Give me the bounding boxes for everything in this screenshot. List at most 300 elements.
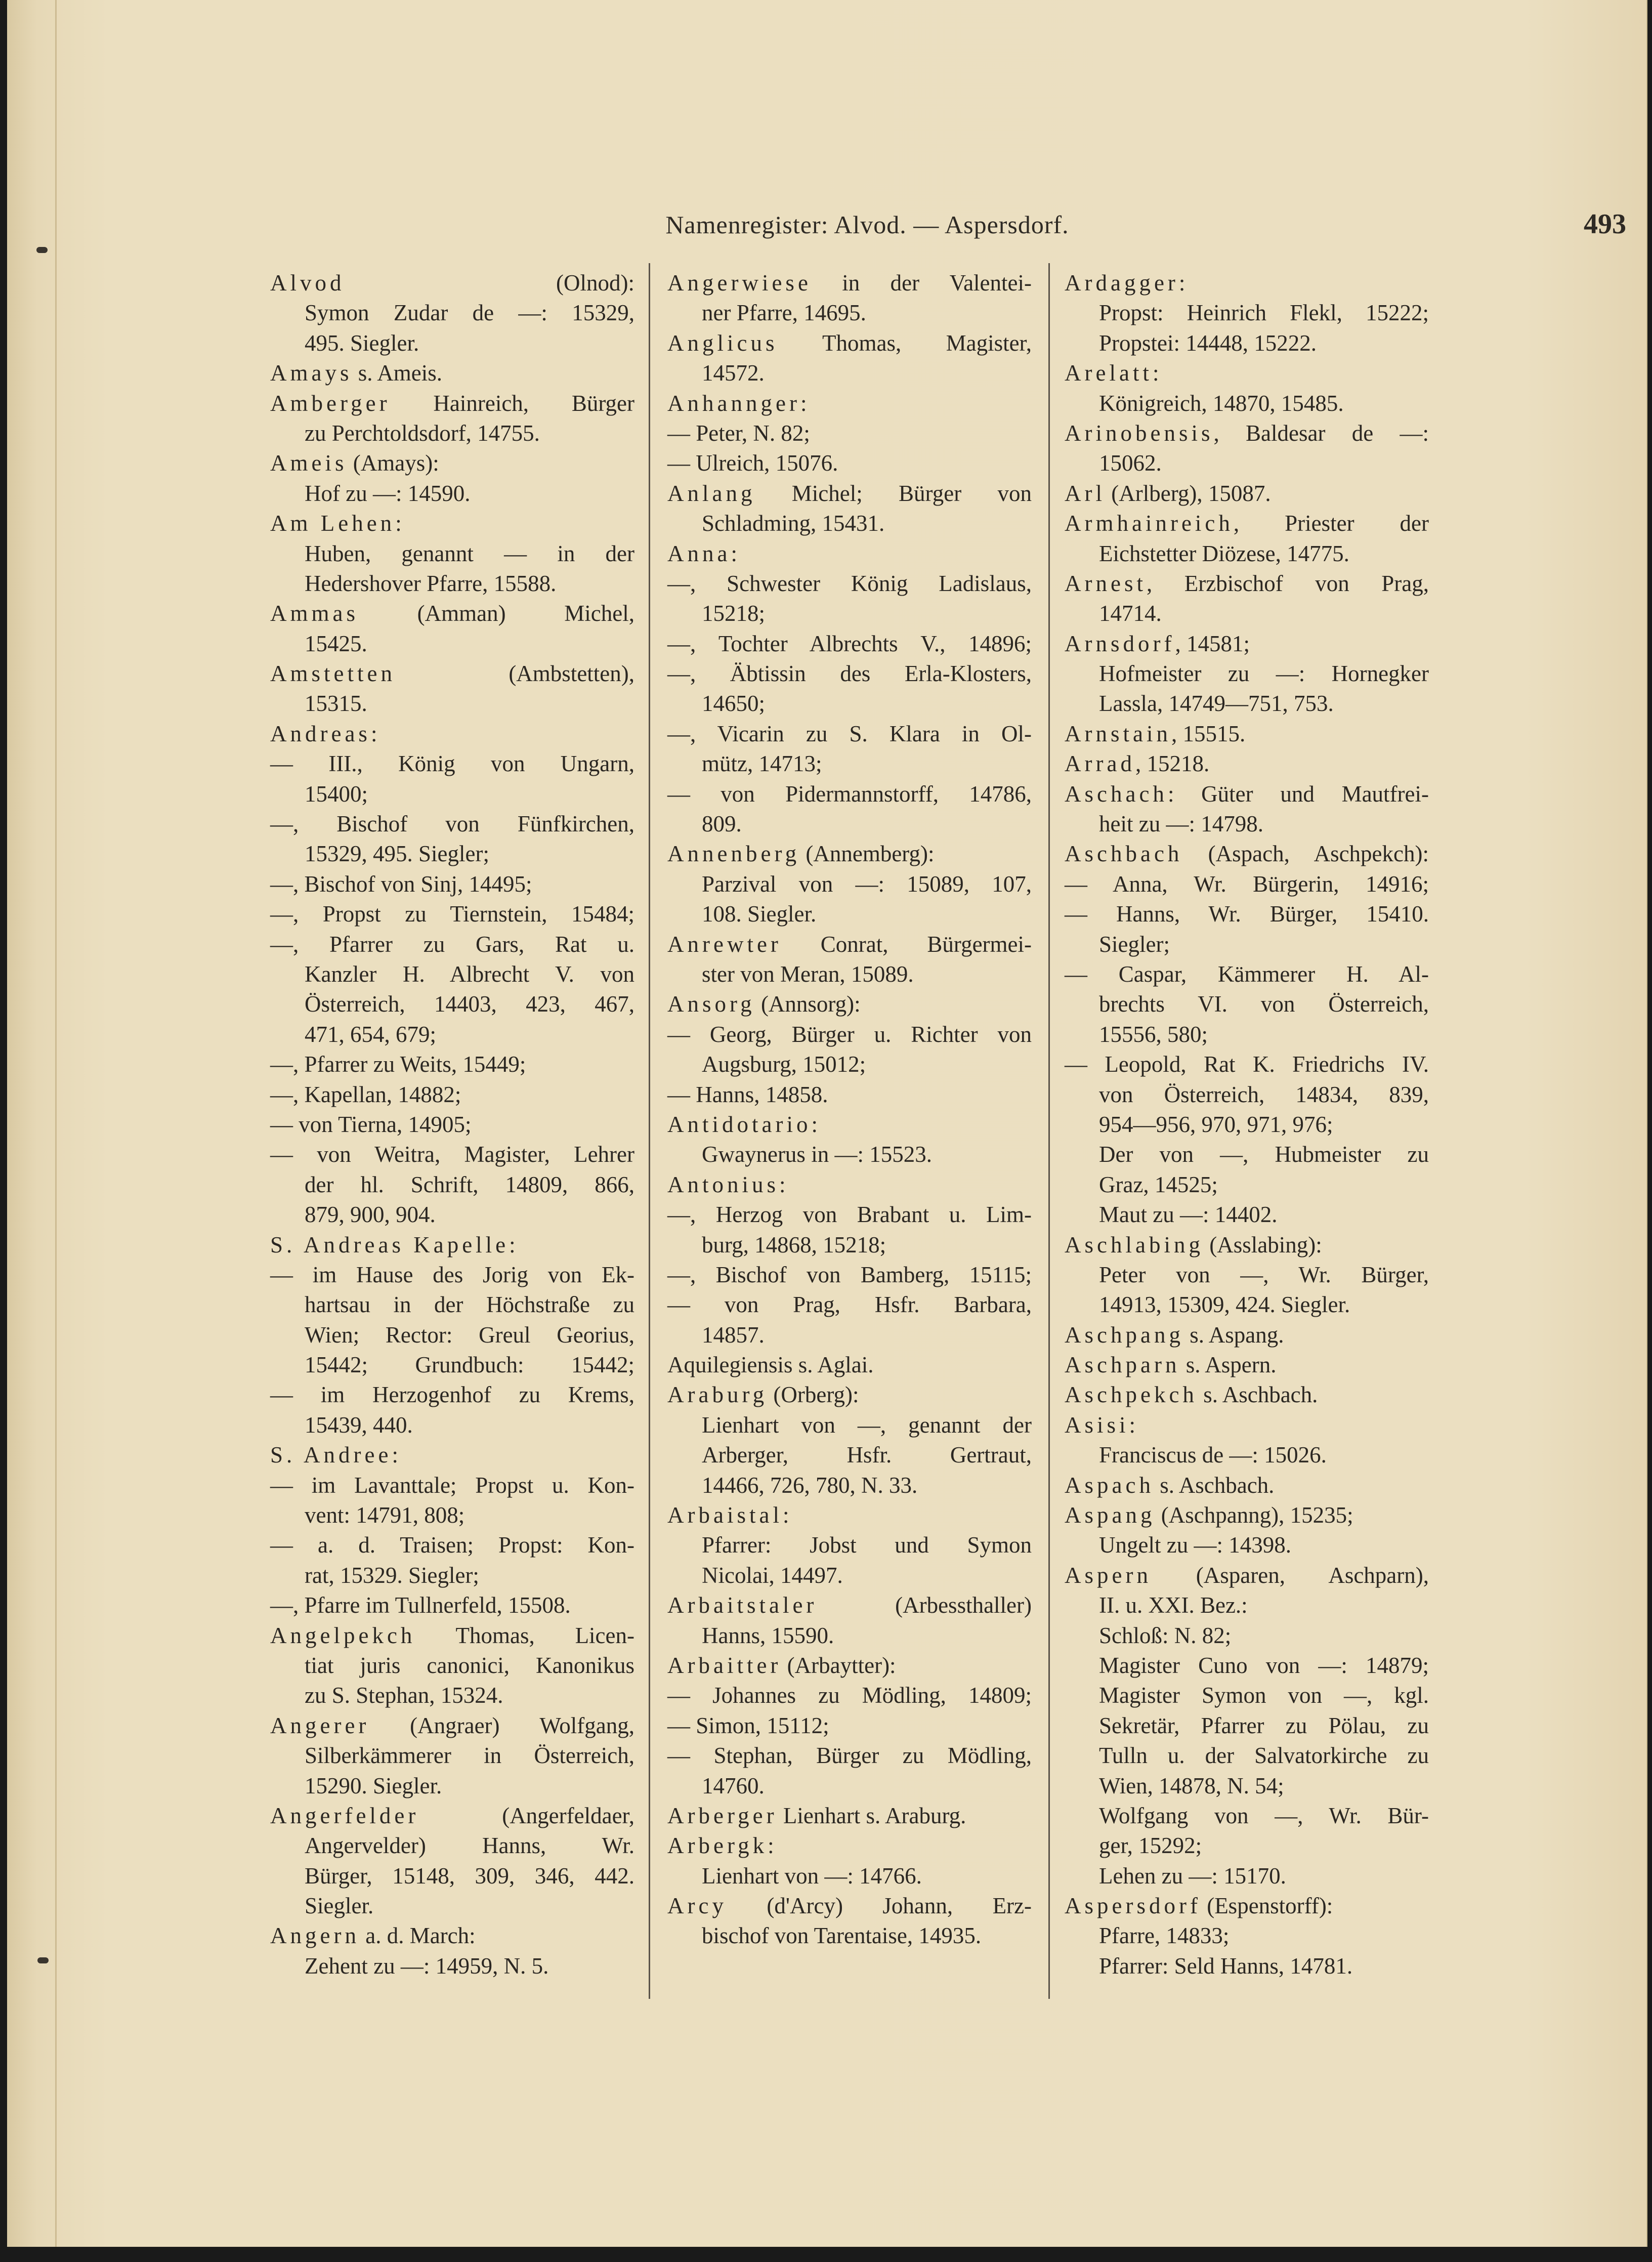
index-headword: Arnsdorf: [1065, 631, 1175, 656]
index-line: [270, 749, 634, 779]
index-line: [667, 1801, 1032, 1831]
index-line: [1065, 389, 1429, 418]
index-text: — von Pidermannstorff, 14786,: [667, 781, 1032, 807]
index-line: [667, 1260, 1032, 1290]
index-line: [1065, 1951, 1429, 1981]
index-line: [1065, 1771, 1429, 1801]
index-line: [667, 1230, 1032, 1260]
index-text: Eichstetter Diözese, 14775.: [1099, 540, 1349, 566]
index-text: — Stephan, Bürger zu Mödling,: [667, 1743, 1032, 1769]
index-headword: Angerwiese: [667, 270, 812, 296]
index-line: [270, 599, 634, 629]
index-text: Michel; Bürger von: [755, 480, 1032, 506]
index-line: [270, 539, 634, 569]
index-headword: Aschlabing: [1065, 1232, 1204, 1258]
index-line: [667, 268, 1032, 298]
index-text: :: [811, 1111, 818, 1137]
index-text: Hainreich, Bürger: [390, 390, 634, 416]
index-line: [1065, 779, 1429, 809]
index-line: [667, 1651, 1032, 1681]
index-text: 15442; Grundbuch: 15442;: [305, 1352, 634, 1378]
index-headword: Ardagger: [1065, 270, 1179, 296]
index-line: [270, 569, 634, 599]
index-text: (Asslabing):: [1203, 1232, 1322, 1258]
index-column-3: [1065, 268, 1429, 1981]
index-line: [1065, 1530, 1429, 1560]
index-line: [1065, 719, 1429, 749]
index-line: [270, 779, 634, 809]
column-divider: [1048, 263, 1050, 1999]
index-line: [1065, 298, 1429, 328]
index-line: [270, 1500, 634, 1530]
index-line: [667, 1771, 1032, 1801]
index-text: Thomas, Licen-: [415, 1622, 634, 1648]
index-text: 14650;: [702, 691, 766, 717]
book-page: [7, 0, 1647, 2247]
index-headword: Aschparn: [1065, 1352, 1180, 1378]
index-line: [1065, 599, 1429, 629]
index-line: [667, 839, 1032, 869]
index-text: s. Aschbach.: [1197, 1382, 1318, 1408]
index-text: Arberger, Hsfr. Gertraut,: [702, 1442, 1032, 1468]
index-headword: S. Andreas Kapelle: [270, 1232, 510, 1258]
index-line: [1065, 1861, 1429, 1891]
index-line: [1065, 418, 1429, 448]
index-line: [1065, 1410, 1429, 1440]
index-line: [270, 1921, 634, 1951]
index-line: [1065, 1080, 1429, 1110]
index-line: [270, 1440, 634, 1470]
index-line: [1065, 268, 1429, 298]
column-divider: [649, 263, 650, 1999]
index-text: Bürger, 15148, 309, 346, 442.: [305, 1863, 634, 1889]
index-text: — von Prag, Hsfr. Barbara,: [667, 1292, 1032, 1318]
index-headword: Aspern: [1065, 1562, 1152, 1588]
index-text: Lienhart s. Araburg.: [777, 1803, 966, 1828]
index-headword: Ammas: [270, 601, 359, 626]
index-text: Silberkämmerer in Österreich,: [305, 1743, 634, 1769]
page-spine-shadow: [55, 0, 57, 2247]
index-text: 879, 900, 904.: [305, 1202, 436, 1228]
index-text: Hofmeister zu —: Hornegker: [1099, 661, 1429, 687]
index-line: [270, 1230, 634, 1260]
index-text: 14572.: [702, 360, 765, 386]
index-headword: Anrewter: [667, 931, 782, 957]
index-headword: Arnstain: [1065, 721, 1171, 746]
index-line: [667, 1681, 1032, 1710]
index-text: , 14581;: [1175, 631, 1250, 656]
index-line: [667, 479, 1032, 509]
index-text: — Caspar, Kämmerer H. Al-: [1065, 961, 1429, 987]
index-line: [667, 569, 1032, 599]
index-line: [1065, 839, 1429, 869]
index-headword: Amays: [270, 360, 353, 386]
index-line: [1065, 539, 1429, 569]
index-text: , Priester der: [1233, 511, 1429, 536]
index-line: [1065, 689, 1429, 719]
index-text: — von Weitra, Magister, Lehrer: [270, 1142, 634, 1167]
index-text: (Olnod):: [345, 270, 634, 296]
index-text: — Simon, 15112;: [667, 1712, 829, 1738]
index-text: (Annemberg):: [800, 841, 935, 867]
index-text: (Aspach, Aschpekch):: [1182, 841, 1429, 867]
index-line: [1065, 1200, 1429, 1230]
index-text: zu Perchtoldsdorf, 14755.: [305, 420, 540, 446]
index-text: —, Bischof von Bamberg, 15115;: [667, 1262, 1032, 1287]
index-text: Königreich, 14870, 15485.: [1099, 390, 1344, 416]
binding-mark: [37, 1957, 49, 1963]
index-line: [1065, 1891, 1429, 1921]
index-text: —, Schwester König Ladislaus,: [667, 570, 1032, 596]
index-text: s. Ameis.: [352, 360, 443, 386]
index-line: [270, 1080, 634, 1110]
index-text: (Espenstorff):: [1201, 1893, 1333, 1919]
index-text: Wien, 14878, N. 54;: [1099, 1773, 1284, 1798]
index-text: der hl. Schrift, 14809, 866,: [305, 1171, 634, 1197]
index-text: —, Pfarre im Tullnerfeld, 15508.: [270, 1593, 571, 1618]
index-line: [1065, 1621, 1429, 1651]
index-text: 15290. Siegler.: [305, 1773, 442, 1798]
index-line: [270, 1471, 634, 1500]
index-line: [1065, 1681, 1429, 1710]
index-headword: Arbaitstaler: [667, 1593, 818, 1618]
index-line: [667, 689, 1032, 719]
index-line: [270, 479, 634, 509]
index-text: Angervelder) Hanns, Wr.: [305, 1833, 634, 1859]
index-text: 15400;: [305, 781, 368, 807]
index-text: — Hanns, Wr. Bürger, 15410.: [1065, 901, 1429, 927]
page-number: 493: [1584, 208, 1626, 240]
index-headword: Arnest: [1065, 570, 1147, 596]
index-text: , Baldesar de —:: [1213, 420, 1429, 446]
index-line: [667, 599, 1032, 629]
index-text: , 15218.: [1135, 751, 1210, 777]
index-line: [1065, 1020, 1429, 1050]
index-text: Huben, genannt — in der: [305, 540, 634, 566]
index-line: [270, 1861, 634, 1891]
index-column-1: [270, 268, 634, 1981]
index-line: [1065, 1471, 1429, 1500]
index-line: [270, 930, 634, 959]
index-line: [667, 629, 1032, 659]
index-text: Hof zu —: 14590.: [305, 480, 471, 506]
index-text: — Johannes zu Mödling, 14809;: [667, 1683, 1032, 1708]
index-text: Franciscus de —: 15026.: [1099, 1442, 1327, 1468]
index-line: [1065, 1380, 1429, 1410]
index-line: [667, 989, 1032, 1019]
index-headword: Andreas: [270, 721, 371, 746]
index-text: Graz, 14525;: [1099, 1171, 1218, 1197]
index-line: [270, 1050, 634, 1079]
index-text: brechts VI. von Österreich,: [1099, 991, 1429, 1017]
index-text: — III., König von Ungarn,: [270, 751, 634, 777]
index-text: :: [509, 1232, 516, 1258]
index-line: [667, 509, 1032, 538]
index-text: :: [779, 1171, 786, 1197]
index-line: [270, 448, 634, 478]
index-text: 15062.: [1099, 450, 1162, 476]
index-headword: Aspach: [1065, 1472, 1154, 1498]
index-line: [667, 539, 1032, 569]
index-line: [667, 1590, 1032, 1620]
index-text: II. u. XXI. Bez.:: [1099, 1593, 1248, 1618]
index-headword: Arinobensis: [1065, 420, 1214, 446]
index-line: [667, 1140, 1032, 1169]
index-line: [1065, 1500, 1429, 1530]
index-line: [667, 1741, 1032, 1771]
index-line: [270, 1561, 634, 1590]
index-text: 14466, 726, 780, N. 33.: [702, 1472, 918, 1498]
binding-mark: [36, 247, 48, 253]
index-line: [270, 1801, 634, 1831]
index-line: [1065, 1561, 1429, 1590]
index-headword: Aschbach: [1065, 841, 1183, 867]
index-headword: Antonius: [667, 1171, 780, 1197]
index-line: [1065, 1831, 1429, 1861]
index-text: — Leopold, Rat K. Friedrichs IV.: [1065, 1052, 1429, 1077]
index-text: rat, 15329. Siegler;: [305, 1562, 479, 1588]
header-title: Namenregister: Alvod. — Aspersdorf.: [665, 211, 1069, 239]
index-text: — Ulreich, 15076.: [667, 450, 838, 476]
index-line: [667, 1200, 1032, 1230]
index-line: [667, 779, 1032, 809]
index-text: hartsau in der Höchstraße zu: [305, 1292, 634, 1318]
index-text: Hanns, 15590.: [702, 1622, 834, 1648]
index-text: :: [395, 511, 402, 536]
index-text: Hedershover Pfarre, 15588.: [305, 570, 557, 596]
index-line: [270, 1741, 634, 1771]
index-text: Parzival von —: 15089, 107,: [702, 871, 1032, 897]
index-line: [667, 1530, 1032, 1560]
index-text: Pfarre, 14833;: [1099, 1923, 1230, 1949]
index-line: [667, 1621, 1032, 1651]
index-text: Pfarrer: Seld Hanns, 14781.: [1099, 1953, 1353, 1979]
index-line: [667, 328, 1032, 358]
index-headword: Angerer: [270, 1712, 370, 1738]
index-text: :: [768, 1833, 774, 1859]
index-text: —, Pfarrer zu Weits, 15449;: [270, 1052, 526, 1077]
index-column-2: [667, 268, 1032, 1951]
index-text: —, Pfarrer zu Gars, Rat u.: [270, 931, 634, 957]
index-text: :: [392, 1442, 398, 1468]
index-text: — Anna, Wr. Bürgerin, 14916;: [1065, 871, 1429, 897]
index-text: Magister Cuno von —: 14879;: [1099, 1652, 1429, 1678]
index-line: [667, 448, 1032, 478]
index-line: [667, 1110, 1032, 1140]
index-text: Lienhart von —: 14766.: [702, 1863, 922, 1889]
index-text: 14714.: [1099, 601, 1162, 626]
index-line: [667, 1350, 1032, 1380]
index-text: 108. Siegler.: [702, 901, 817, 927]
index-headword: Arbaistal: [667, 1502, 783, 1528]
index-line: [270, 1380, 634, 1410]
index-text: —, Äbtissin des Erla-Klosters,: [667, 661, 1032, 687]
index-line: [667, 1410, 1032, 1440]
index-text: 14857.: [702, 1322, 765, 1348]
index-line: [270, 1320, 634, 1350]
index-text: (Annsorg):: [755, 991, 861, 1017]
index-line: [270, 1530, 634, 1560]
index-line: [667, 719, 1032, 749]
index-headword: S. Andree: [270, 1442, 392, 1468]
index-line: [1065, 1230, 1429, 1260]
index-line: [270, 1590, 634, 1620]
index-headword: Annenberg: [667, 841, 800, 867]
index-line: [667, 1831, 1032, 1861]
index-text: :: [1129, 1412, 1136, 1438]
index-line: [667, 1561, 1032, 1590]
index-line: [270, 1621, 634, 1651]
index-line: [270, 1200, 634, 1230]
index-line: [270, 1891, 634, 1921]
index-line: [1065, 899, 1429, 929]
index-headword: Am Lehen: [270, 511, 396, 536]
index-text: Der von —, Hubmeister zu: [1099, 1142, 1429, 1167]
index-text: Peter von —, Wr. Bürger,: [1099, 1262, 1429, 1287]
index-line: [667, 358, 1032, 388]
index-text: Schloß: N. 82;: [1099, 1622, 1232, 1648]
index-text: Zehent zu —: 14959, N. 5.: [305, 1953, 549, 1979]
index-text: — im Hause des Jorig von Ek-: [270, 1262, 634, 1287]
index-headword: Anglicus: [667, 330, 778, 356]
index-line: [270, 1110, 634, 1140]
index-text: 15329, 495. Siegler;: [305, 841, 489, 867]
index-line: [270, 1651, 634, 1681]
index-line: [667, 899, 1032, 929]
index-line: [1065, 959, 1429, 989]
index-text: (Amays):: [347, 450, 439, 476]
index-text: 15218;: [702, 601, 766, 626]
index-line: [270, 1260, 634, 1290]
index-text: (Arbaytter):: [781, 1652, 896, 1678]
index-line: [270, 298, 634, 328]
index-line: [667, 1891, 1032, 1921]
index-line: [667, 418, 1032, 448]
index-line: [1065, 930, 1429, 959]
index-line: [270, 1140, 634, 1169]
index-line: [1065, 1290, 1429, 1320]
index-text: ger, 15292;: [1099, 1833, 1202, 1859]
index-text: — im Lavanttale; Propst u. Kon-: [270, 1472, 634, 1498]
index-line: [1065, 1651, 1429, 1681]
index-line: [270, 268, 634, 298]
index-text: :: [800, 390, 807, 416]
index-headword: Asisi: [1065, 1412, 1129, 1438]
index-line: [270, 1711, 634, 1741]
index-text: — im Herzogenhof zu Krems,: [270, 1382, 634, 1408]
index-text: Österreich, 14403, 423, 467,: [305, 991, 634, 1017]
index-line: [270, 1350, 634, 1380]
index-line: [270, 1290, 634, 1320]
index-text: tiat juris canonici, Kanonikus: [305, 1652, 634, 1678]
index-line: [667, 1440, 1032, 1470]
index-text: (Angraer) Wolfgang,: [369, 1712, 634, 1738]
index-text: Wolfgang von —, Wr. Bür-: [1099, 1803, 1429, 1828]
index-line: [1065, 629, 1429, 659]
index-text: mütz, 14713;: [702, 751, 822, 777]
index-text: — von Tierna, 14905;: [270, 1111, 472, 1137]
index-line: [1065, 1170, 1429, 1200]
index-line: [667, 1500, 1032, 1530]
index-line: [270, 959, 634, 989]
index-line: [1065, 1260, 1429, 1290]
index-text: —, Herzog von Brabant u. Lim-: [667, 1202, 1032, 1228]
index-line: [667, 1861, 1032, 1891]
index-text: von Österreich, 14834, 839,: [1099, 1081, 1429, 1107]
index-line: [667, 809, 1032, 839]
index-line: [667, 1170, 1032, 1200]
index-line: [270, 869, 634, 899]
index-headword: Amstetten: [270, 661, 396, 687]
index-headword: Arbergk: [667, 1833, 768, 1859]
index-headword: Arrad: [1065, 751, 1135, 777]
index-line: [667, 659, 1032, 689]
index-line: [667, 1921, 1032, 1951]
index-line: [1065, 1050, 1429, 1079]
index-text: 15556, 580;: [1099, 1021, 1208, 1047]
index-line: [1065, 479, 1429, 509]
index-text: (Aschpanng), 15235;: [1155, 1502, 1353, 1528]
index-text: 15439, 440.: [305, 1412, 413, 1438]
index-text: zu S. Stephan, 15324.: [305, 1683, 503, 1708]
index-line: [270, 659, 634, 689]
index-text: Conrat, Bürgermei-: [781, 931, 1032, 957]
index-text: s. Aspang.: [1183, 1322, 1284, 1348]
index-text: Wien; Rector: Greul Georius,: [305, 1322, 634, 1348]
index-line: [1065, 869, 1429, 899]
index-headword: Ansorg: [667, 991, 755, 1017]
index-line: [1065, 1711, 1429, 1741]
index-headword: Arelatt: [1065, 360, 1153, 386]
index-text: Kanzler H. Albrecht V. von: [305, 961, 634, 987]
index-text: , Erzbischof von Prag,: [1146, 570, 1429, 596]
index-text: s. Aschbach.: [1154, 1472, 1275, 1498]
index-text: 14913, 15309, 424. Siegler.: [1099, 1292, 1350, 1318]
index-text: (Asparen, Aschparn),: [1151, 1562, 1429, 1588]
index-headword: Armhainreich: [1065, 511, 1234, 536]
index-text: 14760.: [702, 1773, 765, 1798]
index-line: [667, 869, 1032, 899]
index-headword: Aschach: [1065, 781, 1168, 807]
index-line: [1065, 1801, 1429, 1831]
index-text: — Georg, Bürger u. Richter von: [667, 1021, 1032, 1047]
index-text: Lienhart von —, genannt der: [702, 1412, 1032, 1438]
index-text: (d'Arcy) Johann, Erz-: [727, 1893, 1032, 1919]
index-headword: Arberger: [667, 1803, 778, 1828]
index-line: [270, 719, 634, 749]
index-line: [270, 1951, 634, 1981]
index-text: (Amman) Michel,: [359, 601, 634, 626]
index-text: :: [782, 1502, 789, 1528]
index-headword: Angerfelder: [270, 1803, 419, 1828]
index-text: — Peter, N. 82;: [667, 420, 810, 446]
index-text: Siegler.: [305, 1893, 374, 1919]
running-header: [513, 210, 1626, 245]
index-line: [667, 1050, 1032, 1079]
index-line: [1065, 809, 1429, 839]
index-text: heit zu —: 14798.: [1099, 811, 1263, 837]
index-line: [270, 809, 634, 839]
index-text: , 15515.: [1171, 721, 1246, 746]
index-line: [1065, 1320, 1429, 1350]
index-line: [1065, 1921, 1429, 1951]
index-line: [1065, 328, 1429, 358]
index-line: [1065, 1440, 1429, 1470]
index-text: Pfarrer: Jobst und Symon: [702, 1532, 1032, 1558]
index-line: [270, 328, 634, 358]
index-text: (Ambstetten),: [395, 661, 634, 687]
index-line: [270, 629, 634, 659]
